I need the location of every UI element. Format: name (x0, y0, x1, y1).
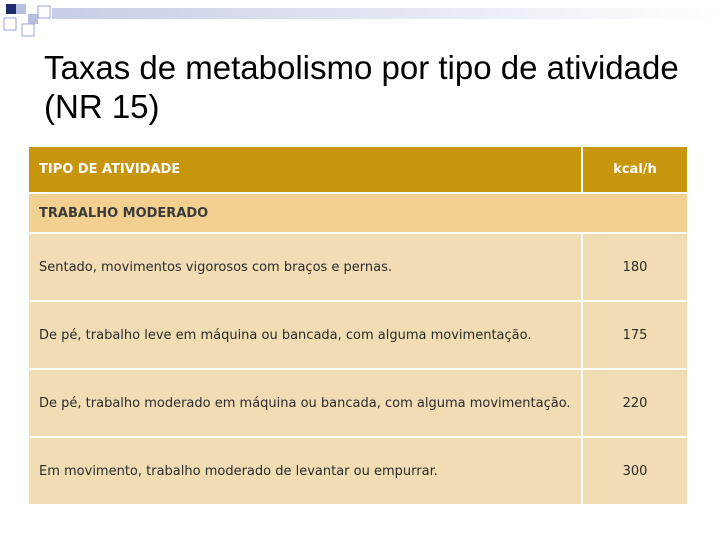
decorative-header-squares (0, 0, 720, 42)
activity-cell: De pé, trabalho moderado em máquina ou bancada, com alguma movimentação. (28, 369, 582, 437)
activity-cell: Sentado, movimentos vigorosos com braços e pernas. (28, 233, 582, 301)
activity-cell: Em movimento, trabalho moderado de levantar ou empurrar. (28, 437, 582, 505)
kcal-cell: 220 (582, 369, 688, 437)
header-activity: TIPO DE ATIVIDADE (28, 146, 582, 193)
activity-cell: De pé, trabalho leve em máquina ou bancada, com alguma movimentação. (28, 301, 582, 369)
section-label: TRABALHO MODERADO (28, 193, 688, 233)
kcal-cell: 180 (582, 233, 688, 301)
header-kcal: kcal/h (582, 146, 688, 193)
table-row (28, 437, 688, 505)
metabolism-table (27, 145, 689, 506)
metabolism-table-container (27, 145, 691, 506)
slide-title: Taxas de metabolismo por tipo de atividade (NR 15) (44, 49, 679, 125)
section-row (28, 193, 688, 233)
kcal-cell: 300 (582, 437, 688, 505)
kcal-cell: 175 (582, 301, 688, 369)
table-row (28, 301, 688, 369)
table-row (28, 369, 688, 437)
table-header-row (28, 146, 688, 193)
table-row (28, 233, 688, 301)
